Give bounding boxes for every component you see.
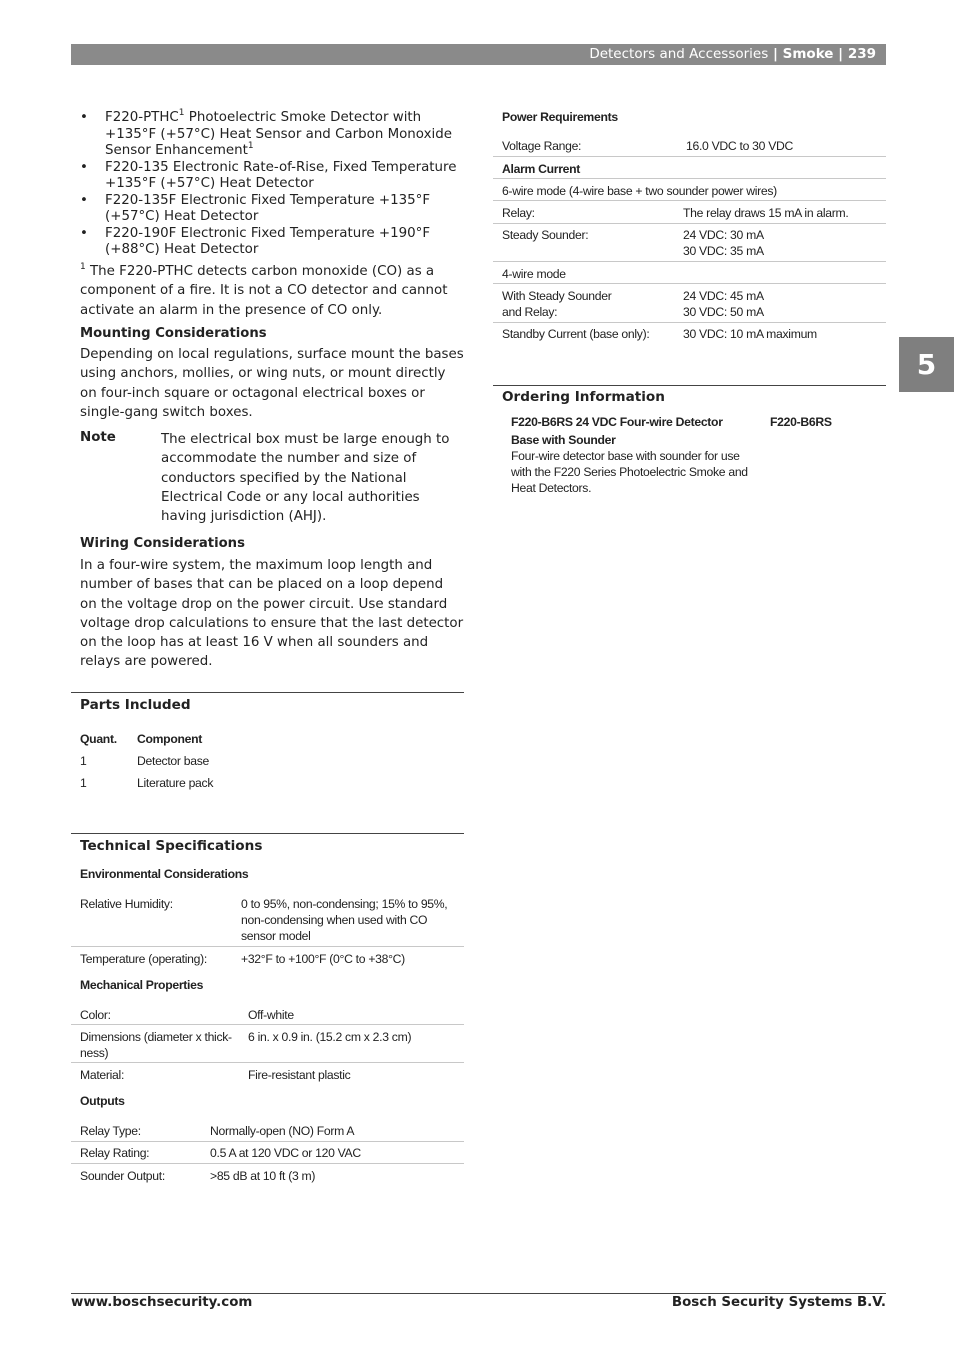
spec-label: Steady Sounder: bbox=[502, 228, 589, 242]
order-item-description: Four-wire detector base with sounder for use with the F220 Series Photoelectric Smoke and Heat Detectors. bbox=[511, 449, 748, 495]
note-text: The electrical box must be large enough to accommodate the number and size of conductors specified by the National Electrical Code or any local authorities having jurisdiction (AHJ). bbox=[161, 432, 450, 525]
header-section: Detectors and Accessories bbox=[589, 46, 769, 62]
spec-label: Standby Current (base only): bbox=[502, 327, 650, 341]
list-item: • F220-135 Electronic Rate-of-Rise, Fixed Temperature +135°F (+57°C) Heat Detector bbox=[80, 160, 470, 193]
order-item-name: Base with Sounder bbox=[511, 433, 616, 447]
parts-component: Literature pack bbox=[137, 776, 214, 790]
power-heading: Power Requirements bbox=[502, 110, 618, 124]
parts-col-component: Component bbox=[137, 732, 202, 746]
spec-label: Temperature (operating): bbox=[80, 952, 207, 966]
spec-value: 30 VDC: 50 mA bbox=[683, 305, 764, 319]
spec-label: Material: bbox=[80, 1068, 125, 1082]
four-wire-mode: 4-wire mode bbox=[502, 267, 566, 281]
divider bbox=[71, 692, 464, 693]
product-bullet-list bbox=[80, 107, 470, 259]
spec-value: 16.0 VDC to 30 VDC bbox=[686, 139, 794, 153]
spec-label: With Steady Sounder bbox=[502, 289, 612, 303]
divider bbox=[493, 200, 886, 201]
order-item-name: F220-B6RS 24 VDC Four-wire Detector bbox=[511, 415, 723, 429]
spec-value: +32°F to +100°F (0°C to +38°C) bbox=[241, 952, 405, 966]
list-item: • F220-190F Electronic Fixed Temperature +190°F (+88°C) Heat Detector bbox=[80, 226, 470, 259]
spec-value: 30 VDC: 10 mA maximum bbox=[683, 327, 817, 341]
spec-label: Relay: bbox=[502, 206, 535, 220]
spec-value: 30 VDC: 35 mA bbox=[683, 244, 764, 258]
divider bbox=[493, 156, 886, 157]
divider bbox=[71, 833, 464, 834]
spec-label: Dimensions (diameter x thick-ness) bbox=[80, 1030, 232, 1060]
spec-label: Relative Humidity: bbox=[80, 897, 173, 911]
alarm-heading: Alarm Current bbox=[502, 162, 581, 176]
mech-heading: Mechanical Properties bbox=[80, 978, 204, 992]
footer-rule bbox=[71, 1293, 886, 1294]
header-separator: | bbox=[833, 46, 848, 62]
footnote: $^1$ The F220-PTHC detects carbon monoxide (CO) as a component of a fire. It is not a CO detector and cannot activate an alarm in the presence of CO only. bbox=[80, 261, 448, 318]
divider bbox=[493, 178, 886, 179]
spec-value: Fire-resistant plastic bbox=[248, 1068, 351, 1082]
env-heading: Environmental Considerations bbox=[80, 867, 249, 881]
six-wire-mode: 6-wire mode (4-wire base + two sounder power wires) bbox=[502, 184, 777, 198]
spec-label: and Relay: bbox=[502, 305, 558, 319]
parts-title: Parts Included bbox=[80, 697, 191, 713]
divider bbox=[493, 322, 886, 323]
ordering-title: Ordering Information bbox=[502, 389, 665, 405]
footer-url[interactable]: www.boschsecurity.com bbox=[71, 1295, 253, 1310]
spec-value: 24 VDC: 30 mA bbox=[683, 228, 764, 242]
parts-col-quant: Quant. bbox=[80, 732, 117, 746]
spec-value: 0 to 95%, non-condensing; 15% to 95%, non-condensing when used with CO sensor model bbox=[241, 897, 448, 943]
footer-company: Bosch Security Systems B.V. bbox=[671, 1295, 886, 1310]
spec-label: Relay Rating: bbox=[80, 1146, 150, 1160]
order-item-code: F220-B6RS bbox=[770, 415, 832, 429]
outputs-heading: Outputs bbox=[80, 1094, 125, 1108]
wiring-text: In a four-wire system, the maximum loop length and number of bases that can be placed on a loop depend on the voltage drop on the power circuit. Use standard voltage drop calculations to ensure that the last detector on the loop has at least 16 V when all sounders and relays are powered. bbox=[80, 558, 464, 670]
page-header bbox=[71, 44, 886, 65]
note-label: Note bbox=[80, 430, 116, 445]
header-category: Smoke bbox=[782, 46, 834, 62]
divider bbox=[493, 283, 886, 284]
mounting-heading: Mounting Considerations bbox=[80, 326, 267, 341]
spec-value: Normally-open (NO) Form A bbox=[210, 1124, 355, 1138]
chapter-tab: 5 bbox=[899, 337, 954, 392]
header-page-number: 239 bbox=[847, 46, 876, 62]
spec-value: 0.5 A at 120 VDC or 120 VAC bbox=[210, 1146, 361, 1160]
parts-component: Detector base bbox=[137, 754, 209, 768]
spec-label: Voltage Range: bbox=[502, 139, 582, 153]
divider bbox=[493, 385, 886, 386]
mounting-text: Depending on local regulations, surface mount the bases using anchors, mollies, or wing nuts, or mount directly on four-inch square or octagonal electrical boxes or single-gang switch boxes. bbox=[80, 347, 464, 420]
divider bbox=[71, 946, 464, 947]
spec-value: >85 dB at 10 ft (3 m) bbox=[210, 1169, 316, 1183]
spec-value: The relay draws 15 mA in alarm. bbox=[683, 206, 849, 220]
divider bbox=[493, 261, 886, 262]
divider bbox=[71, 1163, 464, 1164]
spec-value: 6 in. x 0.9 in. (15.2 cm x 2.3 cm) bbox=[248, 1030, 412, 1044]
spec-label: Color: bbox=[80, 1008, 111, 1022]
parts-quant: 1 bbox=[80, 754, 87, 768]
wiring-heading: Wiring Considerations bbox=[80, 536, 245, 551]
header-separator: | bbox=[768, 46, 783, 62]
divider bbox=[71, 1024, 464, 1025]
spec-label: Relay Type: bbox=[80, 1124, 141, 1138]
divider bbox=[71, 1062, 464, 1063]
spec-label: Sounder Output: bbox=[80, 1169, 165, 1183]
divider bbox=[493, 223, 886, 224]
list-item: • F220-PTHC$^1$ Photoelectric Smoke Detector with +135°F (+57°C) Heat Sensor and Carbon Monoxide Sensor Enhancement$^1$ bbox=[80, 110, 470, 160]
tech-title: Technical Specifications bbox=[80, 838, 263, 854]
divider bbox=[71, 1141, 464, 1142]
spec-value: Off-white bbox=[248, 1008, 294, 1022]
spec-value: 24 VDC: 45 mA bbox=[683, 289, 764, 303]
list-item: • F220-135F Electronic Fixed Temperature +135°F (+57°C) Heat Detector bbox=[80, 193, 470, 226]
parts-quant: 1 bbox=[80, 776, 87, 790]
